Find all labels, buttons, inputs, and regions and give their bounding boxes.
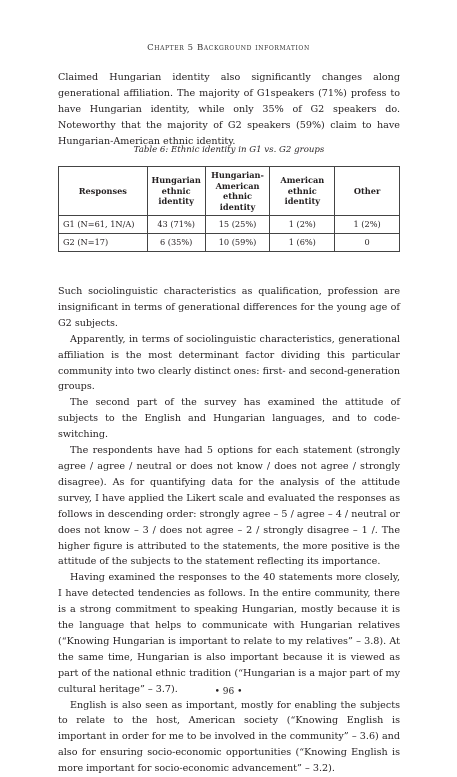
paragraph: Apparently, in terms of sociolinguistic characteristics, generational affiliation is the most determinant factor dividing this particular community into two clearly distinct ones: first- and second-generation groups. xyxy=(58,333,400,393)
ethnic-identity-table xyxy=(58,166,400,252)
intro-paragraph-block xyxy=(58,70,400,150)
table-cell: 6 (35%) xyxy=(147,234,205,252)
table-header-row xyxy=(59,167,400,216)
paragraph: The second part of the survey has examined the attitude of subjects to the English and Hungarian languages, and to code-switching. xyxy=(58,397,400,441)
table-cell: 0 xyxy=(335,234,400,252)
table-cell: 15 (25%) xyxy=(205,216,270,234)
table-cell: G2 (N=17) xyxy=(59,234,148,252)
paragraph: The respondents have had 5 options for each statement (strongly agree / agree / neutral or does not know / does not agree / strongly disagree). As for quantifying data for the analysis of the attitude survey, I have applied the Likert scale and evaluated the responses as follows in descending order: strongly agree – 5 / agree – 4 / neutral or does not know – 3 / does not agree – 2 / strongly disagree – 1 /. The higher figure is attributed to the statements, the more positive is the attitude of the subjects to the statement reflecting its importance. xyxy=(58,445,400,568)
table-cell: 1 (2%) xyxy=(270,216,335,234)
paragraph: Having examined the responses to the 40 statements more closely, I have detected tendencies as follows. In the entire community, there is a strong commitment to speaking Hungarian, mostly because it is the language that helps to communicate with Hungarian relatives (“Knowing Hungarian is important to relate to my relatives” – 3.8). At the same time, Hungarian is also important because it is viewed as part of the national ethnic tradition (“Hungarian is a major part of my cultural heritage” – 3.7). xyxy=(58,572,400,695)
intro-paragraph: Claimed Hungarian identity also significantly changes along generational affiliation. The majority of G1speakers (71%) profess to have Hungarian identity, while only 35% of G2 speakers do. Noteworthy that the majority of G2 speakers (59%) claim to have Hungarian-American ethnic identity. xyxy=(58,72,400,147)
paragraph: Such sociolinguistic characteristics as qualification, profession are insignificant in terms of generational differences for the young age of G2 subjects. xyxy=(58,286,400,329)
header-cell: Other xyxy=(335,167,400,216)
running-head: Chapter 5 Background information xyxy=(147,43,310,53)
table-row xyxy=(59,216,400,234)
header-cell: Hungarian-American ethnic identity xyxy=(205,167,270,216)
table-cell: 10 (59%) xyxy=(205,234,270,252)
table-cell: 1 (6%) xyxy=(270,234,335,252)
table-cell: 43 (71%) xyxy=(147,216,205,234)
table-cell: G1 (N=61, 1N/A) xyxy=(59,216,148,234)
table-caption: Table 6: Ethnic identity in G1 vs. G2 groups xyxy=(133,145,325,155)
header-cell: Responses xyxy=(59,167,148,216)
header-cell: Hungarian ethnic identity xyxy=(147,167,205,216)
page-number: • 96 • xyxy=(214,687,243,697)
body-text xyxy=(58,284,400,777)
header-cell: American ethnic identity xyxy=(270,167,335,216)
paragraph: English is also seen as important, mostly for enabling the subjects to relate to the host, American society (“Knowing English is important in order for me to be involved in the community” – 3.6) and also for ensuring socio-economic opportunities (“Knowing English is more important for socio-economic advancement” – 3.2). xyxy=(58,699,400,775)
table-row xyxy=(59,234,400,252)
table-cell: 1 (2%) xyxy=(335,216,400,234)
